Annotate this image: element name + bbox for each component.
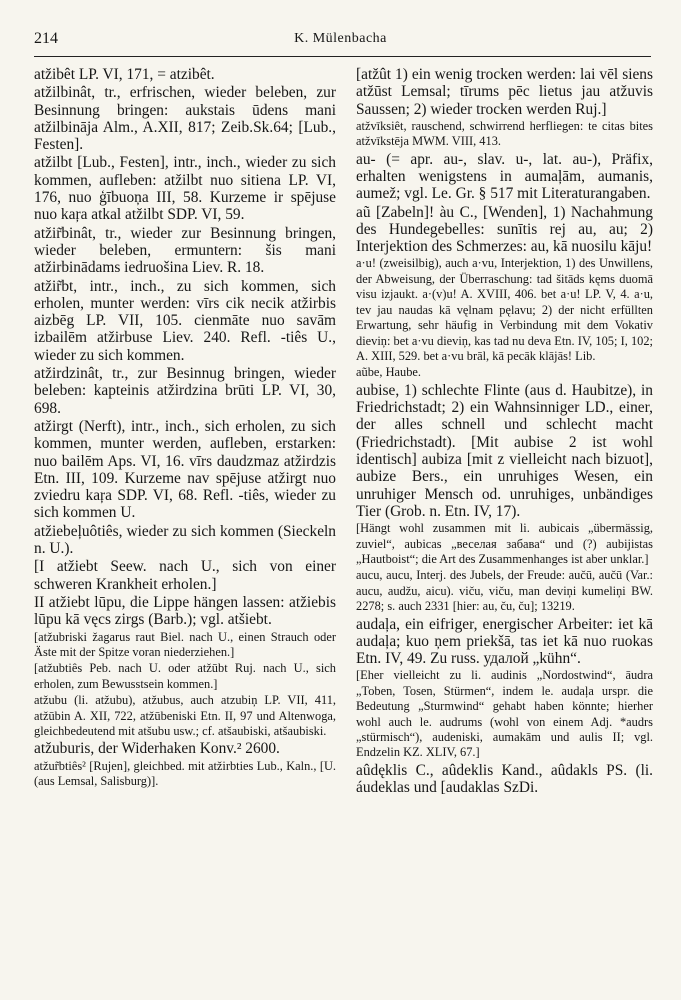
entry: atžirdzinât, tr., zur Besinnug bringen, wieder beleben: kapteinis atžirdzina brūti LP. VI, 30, 698.: [34, 365, 336, 417]
entry: [atžût 1) ein wenig trocken werden: lai vēl siens atžūst Lemsal; tīrums pēc lietus jau atžuvis Saussen; 2) wieder trocken werden Ruj.]: [356, 66, 653, 118]
entry: atžirgt (Nerft), intr., inch., sich erholen, zu sich kommen, munter werden, aufleben, erstarken: nuo bailēm Aps. VI, 16. vīrs daudzmaz atžirdzis Etn. III, 109. Kurzeme nav spējuse atžirgt nuo zviedru kaŗa SDP. VI, 68. Refl. -tiês, wieder zu sich kommen U.: [34, 417, 336, 522]
right-column: [356, 66, 653, 797]
entry: aũ [Zabeln]! àu C., [Wenden], 1) Nachahmung des Hundegebelles: sunītis rej au, au; 2) Interjektion des Schmerzes: au, kā nuosilu kāju!: [356, 203, 653, 256]
left-column: [34, 66, 336, 790]
entry: aucu, aucu, Interj. des Jubels, der Freude: aučū, aučū (Var.: aucu, audžu, aicu). viču, viču, man deviņi kumeliņi BW. 2278; s. auch 2331 [hier: au, ču, ču]; 13219.: [356, 568, 653, 614]
entry: [I atžiebt Seew. nach U., sich von einer schweren Krankheit erholen.]: [34, 558, 336, 593]
entry: atžur̃btiês² [Rujen], gleichbed. mit atžirbties Lub., Kaln., [U. (aus Lemsal, Salisburg)].: [34, 758, 336, 789]
page-number: 214: [34, 30, 58, 47]
entry: atžilbt [Lub., Festen], intr., inch., wieder zu sich kommen, aufleben: atžilbt nuo sitiena LP. VI, 176, nuo ģībuoņa III, 58. Kurzeme ir spējuse nuo kaŗa atkal atžilbt SDP. VI, 59.: [34, 154, 336, 224]
entry: [atžubtiês Peb. nach U. oder atžūbt Ruj. nach U., sich erholen, zum Bewusstsein kommen.]: [34, 661, 336, 691]
entry: II atžiebt lūpu, die Lippe hängen lassen: atžiebis lūpu kā vęcs zirgs (Barb.); vgl. atšiebt.: [34, 593, 336, 629]
entry: atžuburis, der Widerhaken Konv.² 2600.: [34, 740, 280, 758]
entry: atžibêt LP. VI, 171, = atzibêt.: [34, 66, 215, 83]
entry: atžiebeļuôtiês, wieder zu sich kommen (Sieckeln n. U.).: [34, 522, 336, 558]
entry: aubise, 1) schlechte Flinte (aus d. Haubitze), in Friedrichstadt; 2) ein Wahnsinniger LD., einer, der alles schnell und schlecht macht (Friedrichstadt). [Mit aubise 2 ist wohl identisch] aubiza [mit z vielleicht nach bizuot], aubize Bers., ein unruhiges Wesen, ein unruhiger Mensch od. unruhiges, unbändiges Tier (Grob. n. Etn. IV, 17).: [356, 381, 653, 520]
header-rule: [34, 56, 651, 57]
entry: a·u! (zweisilbig), auch a·vu, Interjektion, 1) des Unwillens, der Abweisung, der Überraschung: tad šitāds kęms duomā visu izjaukt. a·(v)u! A. XVIII, 406. bet a·u! LP. V, 4. a·u, tev jau naudas kā vęlnam pęlavu; 2) der nicht erfüllten Erwartung, sehr häufig in Verbindung mit dem Vokativ dieviņ: bet a·vu dieviņ, kas tad nu deva Etn. IV, 105; I, 102; A. XIII, 529. bet a·vu brāl, kā pecāk klājās! Lib.: [356, 256, 653, 363]
entry: audaļa, ein eifriger, energischer Arbeiter: iet kā audaļa; kuo ņem priekšā, tas iet kā nuo ruokas Etn. IV, 49. Zu russ. удалой „kühn“.: [356, 615, 653, 668]
entry: atžir̃bt, intr., inch., zu sich kommen, sich erholen, munter werden: vīrs cik necik atžirbis aizbēg LP. VII, 105. cienmāte nuo savām izbailēm atžirbuse Liev. 240. Refl. -tiês U., wieder zu sich kommen.: [34, 277, 336, 364]
running-title: K. Mülenbacha: [294, 31, 387, 46]
entry: atžilbinât, tr., erfrischen, wieder beleben, zur Besinnung bringen: aukstais ūdens mani atžilbināja Alm., A.XII, 817; Zeib.Sk.64; [Lub., Festen].: [34, 84, 336, 154]
entry: aũbe, Haube.: [356, 365, 422, 380]
entry: [atžubriski žagarus raut Biel. nach U., einen Strauch oder Äste mit der Spitze voran niederziehen.]: [34, 629, 336, 659]
entry: atžir̃binât, tr., wieder zur Besinnung bringen, wieder beleben, ermuntern: šis mani atžirbinādams iedruošina Liev. R. 18.: [34, 224, 336, 277]
entry: atžvīksiêt, rauschend, schwirrend herfliegen: te citas bites atžvīkstēja MWM. VIII, 413.: [356, 118, 653, 149]
entry: atžubu (li. atžubu), atžubus, auch atzubiņ LP. VII, 411, atžūbin A. XII, 722, atžūbeniski Etn. II, 97 und Altenwoga, gleichbedeutend mit atšubu usw.; cf. atšaubiski, atšaubiski.: [34, 693, 336, 738]
entry: au- (= apr. au-, slav. u-, lat. au-), Präfix, erhalten wenigstens in aumaļām, aumanis, aumež; vgl. Le. Gr. § 517 mit Literaturangaben.: [356, 150, 653, 203]
entry: aûdęklis C., aûdeklis Kand., aûdakls PS. (li. áudeklas und [audaklas SzDi.: [356, 761, 653, 797]
entry: [Eher vielleicht zu li. audinis „Nordostwind“, āudra „Toben, Tosen, Stürmen“, indem le. audaļa urspr. die Bedeutung „Sturmwind“ gehabt haben könnte; hierher wohl auch le. audrums (wohl von einem Adj. *audrs „stürmisch“), audeniski, aumakām und aulis II; vgl. Endzelin KZ. XLIV, 67.]: [356, 668, 653, 760]
entry: [Hängt wohl zusammen mit li. aubicais „übermässig, zuviel“, aubicas „веселая забава“ und (?) aubijistas „Hautboist“; die Art des Zusammenhanges ist aber unklar.]: [356, 521, 653, 566]
